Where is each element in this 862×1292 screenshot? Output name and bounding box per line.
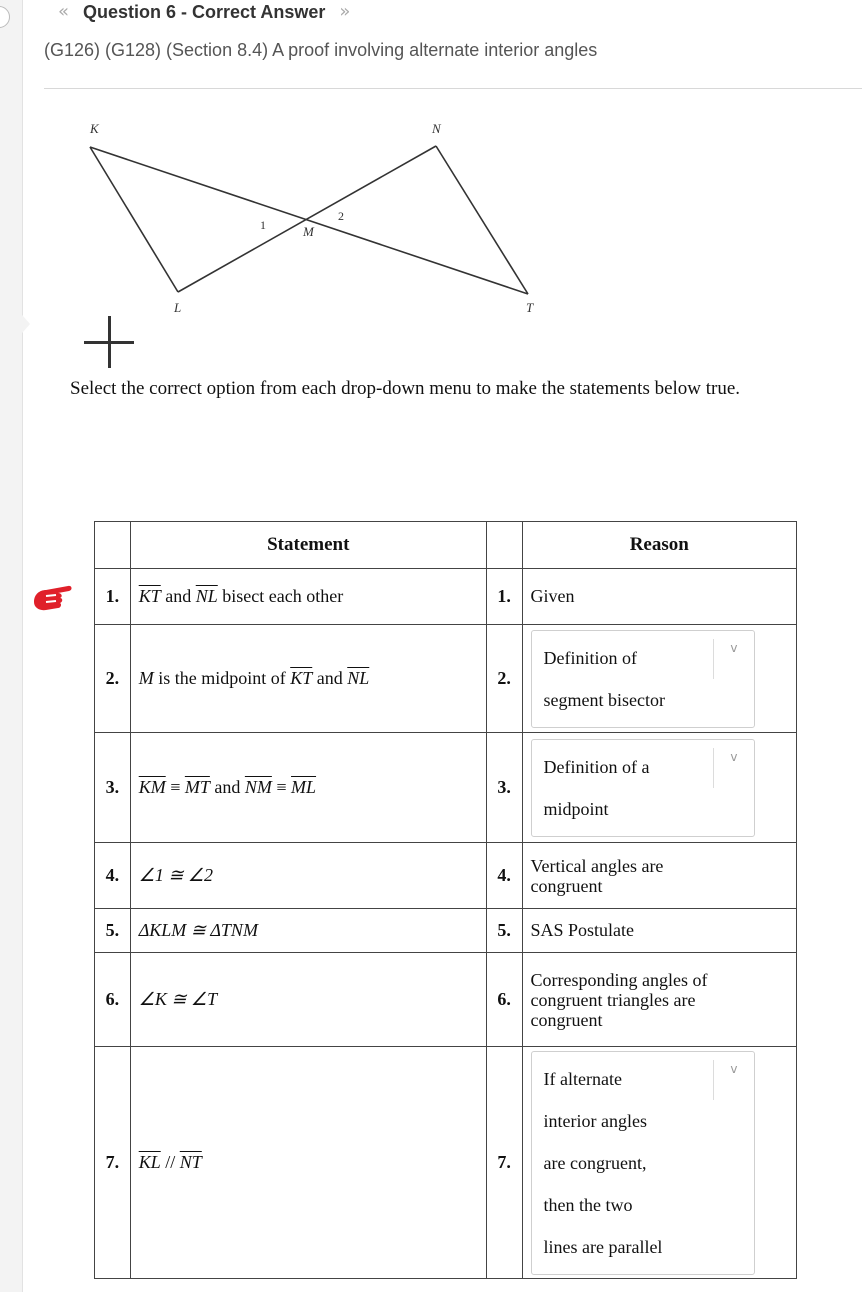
statement-num: 6. (95, 953, 131, 1047)
dropdown-text-line: segment bisector (543, 689, 665, 710)
label-angle-1: 1 (260, 218, 266, 232)
dropdown-separator (713, 639, 714, 679)
dropdown-text-line: If alternate (543, 1068, 622, 1089)
statement-num: 2. (95, 625, 131, 733)
double-chevron-right-icon[interactable]: » (339, 1, 351, 22)
statement-cell (130, 733, 486, 843)
reason-num: 2. (486, 625, 522, 733)
statement-num: 1. (95, 569, 131, 625)
label-angle-2: 2 (338, 209, 344, 223)
statement-cell: ∠1 ≅ ∠2 (130, 843, 486, 909)
segment-KT (90, 147, 528, 294)
reason-cell: SAS Postulate (522, 909, 797, 953)
statement-num: 7. (95, 1047, 131, 1279)
question-header (58, 0, 350, 24)
symbol-equiv: ≡ (271, 777, 292, 797)
proof-table (94, 521, 797, 1279)
dropdown-text-line: are congruent, (543, 1152, 647, 1173)
reason-cell (522, 625, 797, 733)
label-T: T (526, 300, 534, 315)
segment-text: $\overline{ML}$ (291, 777, 317, 797)
table-row (95, 1047, 797, 1279)
point-label: M (138, 668, 154, 688)
reason-num: 1. (486, 569, 522, 625)
statement-num: 3. (95, 733, 131, 843)
reason-num: 5. (486, 909, 522, 953)
statement-num: 5. (95, 909, 131, 953)
text-and: and (209, 777, 245, 797)
reason-text-line: congruent (530, 1009, 603, 1030)
dropdown-separator (713, 1060, 714, 1100)
segment-NT (436, 146, 528, 294)
segment-text: $\overline{NT}$ (179, 1152, 202, 1172)
statement-num: 4. (95, 843, 131, 909)
statement-cell: ΔKLM ≅ ΔTNM (130, 909, 486, 953)
dropdown-text-line: Definition of a (543, 756, 650, 777)
segment-text: $\overline{MT}$ (184, 777, 210, 797)
reason-cell (522, 953, 797, 1047)
statement-text: is the midpoint of (153, 668, 291, 688)
statement-tail: bisect each other (217, 586, 344, 606)
reason-text-line: congruent (530, 875, 603, 896)
segment-KL (90, 147, 178, 292)
table-row (95, 953, 797, 1047)
table-row (95, 625, 797, 733)
reason-text-line: Vertical angles are (530, 855, 664, 876)
table-header-row (95, 522, 797, 569)
reason-cell: Given (522, 569, 797, 625)
label-K: K (90, 121, 99, 136)
reason-num: 7. (486, 1047, 522, 1279)
reason-cell (522, 1047, 797, 1279)
reason-dropdown-2[interactable] (531, 630, 755, 728)
geometry-figure (60, 105, 540, 320)
chevron-down-icon[interactable]: v (730, 640, 738, 655)
segment-text: $\overline{KT}$ (138, 586, 161, 606)
table-row (95, 843, 797, 909)
segment-text: $\overline{NM}$ (244, 777, 272, 797)
dropdown-text-line: interior angles (543, 1110, 647, 1131)
dropdown-text-line: then the two (543, 1194, 633, 1215)
statement-cell (130, 625, 486, 733)
statement-cell (130, 569, 486, 625)
chevron-down-icon[interactable]: v (730, 1061, 738, 1076)
left-sidebar-strip (0, 0, 23, 1292)
double-chevron-left-icon[interactable]: « (58, 1, 70, 22)
symbol-parallel: // (160, 1152, 180, 1172)
label-L: L (174, 300, 182, 315)
table-row (95, 909, 797, 953)
segment-text: $\overline{KM}$ (138, 777, 166, 797)
header-num-blank-2 (486, 522, 522, 569)
header-reason: Reason (522, 522, 797, 569)
reason-text-line: congruent triangles are (530, 989, 696, 1010)
label-N: N (432, 121, 441, 136)
reason-num: 4. (486, 843, 522, 909)
statement-cell (130, 1047, 486, 1279)
reason-num: 6. (486, 953, 522, 1047)
label-M: M (303, 224, 314, 239)
dropdown-text-line: Definition of (543, 647, 637, 668)
divider (44, 88, 862, 89)
text-and: and (160, 586, 196, 606)
reason-text-line: Corresponding angles of (530, 969, 708, 990)
text-and: and (312, 668, 348, 688)
dropdown-text-line: midpoint (543, 798, 609, 819)
statement-cell: ∠K ≅ ∠T (130, 953, 486, 1047)
reason-dropdown-3[interactable] (531, 739, 755, 837)
table-row (95, 733, 797, 843)
symbol-equiv: ≡ (165, 777, 185, 797)
reason-cell (522, 843, 797, 909)
dropdown-text-line: lines are parallel (543, 1236, 663, 1257)
instruction-text: Select the correct option from each drop-down menu to make the statements below true. (70, 378, 741, 399)
segment-text: $\overline{NL}$ (347, 668, 370, 688)
crosshair-cursor-icon (84, 316, 136, 368)
segment-LN (178, 146, 436, 292)
reason-dropdown-7[interactable] (531, 1051, 755, 1275)
question-subtitle: (G126) (G128) (Section 8.4) A proof involving alternate interior angles (44, 40, 598, 60)
chevron-down-icon[interactable]: v (730, 749, 738, 764)
segment-text: $\overline{NL}$ (195, 586, 218, 606)
question-title: Question 6 - Correct Answer (83, 1, 326, 22)
reason-num: 3. (486, 733, 522, 843)
table-row (95, 569, 797, 625)
pointing-hand-icon (32, 580, 74, 620)
segment-text: $\overline{KL}$ (138, 1152, 161, 1172)
reason-cell (522, 733, 797, 843)
dropdown-separator (713, 748, 714, 788)
segment-text: $\overline{KT}$ (290, 668, 313, 688)
header-statement: Statement (130, 522, 486, 569)
header-num-blank (95, 522, 131, 569)
left-sidebar-notch (16, 308, 30, 340)
